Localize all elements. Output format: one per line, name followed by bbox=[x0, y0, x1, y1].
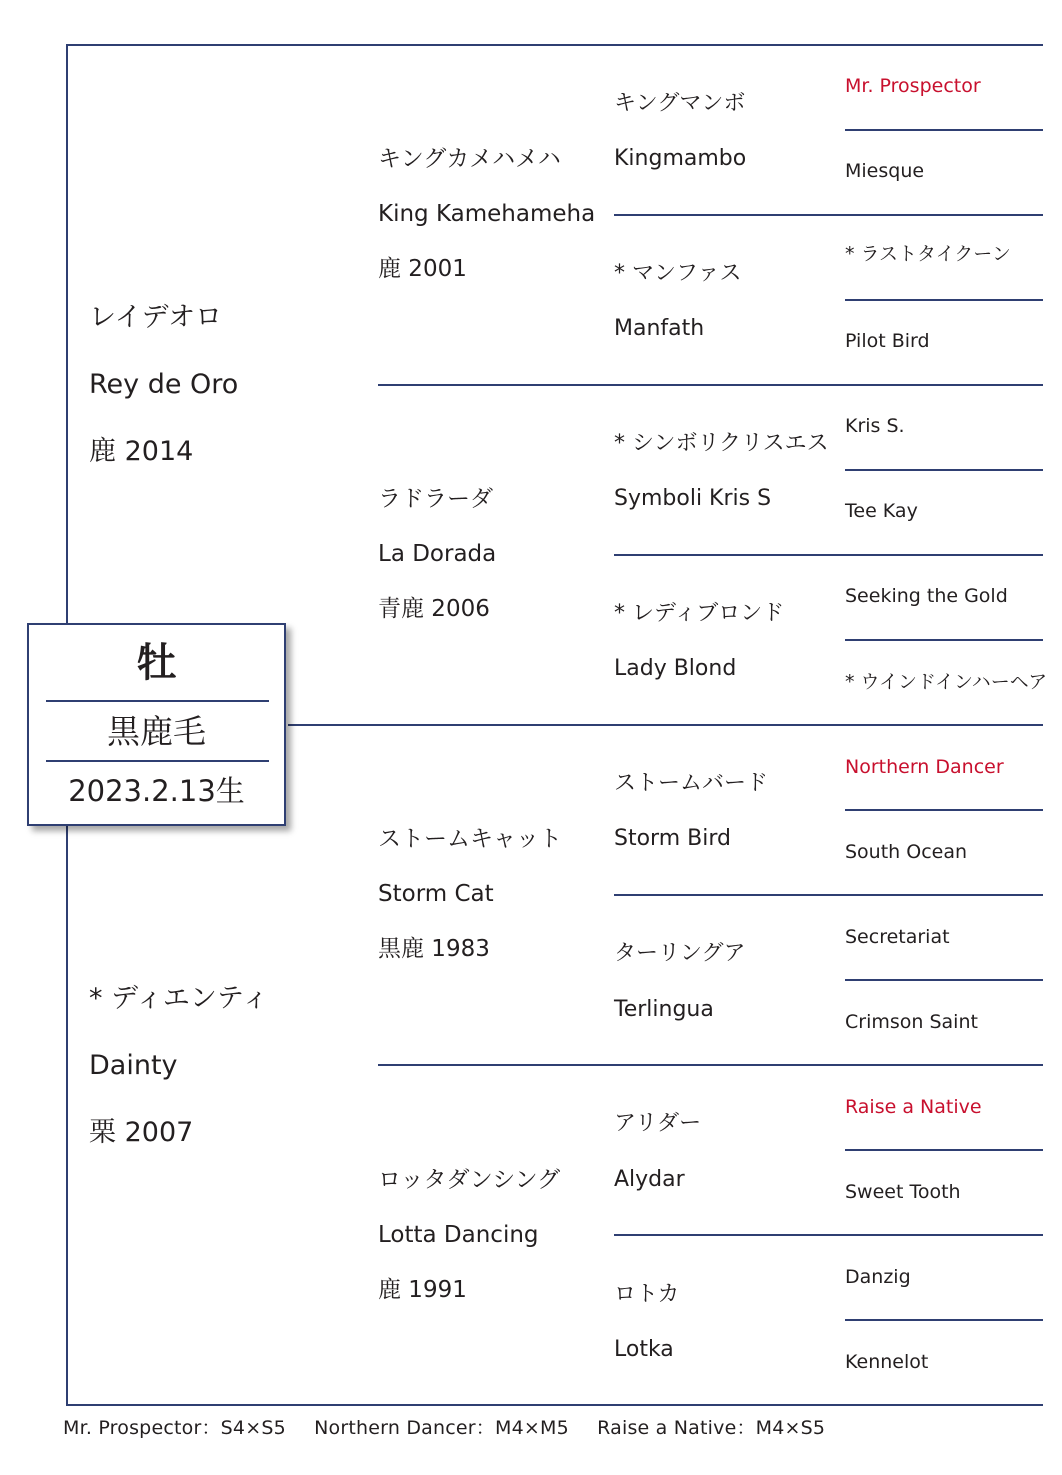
gen2-info: 黒鹿 1983 bbox=[378, 936, 490, 962]
sire-dam-divider bbox=[288, 724, 1043, 726]
gen3-name-jp: ストームバード bbox=[614, 771, 769, 796]
gen4-name: Miesque bbox=[845, 160, 925, 182]
gen2-name-jp: ロッタダンシング bbox=[378, 1167, 561, 1193]
gen4-name: * ラストタイクーン bbox=[845, 243, 1011, 265]
gen3-name-jp: * レディブロンド bbox=[614, 601, 785, 626]
box-divider bbox=[46, 700, 269, 702]
gen3-name-en: Symboli Kris S bbox=[614, 486, 772, 511]
gen2-name-jp: ストームキャット bbox=[378, 826, 562, 852]
gen3-name-jp: ロトカ bbox=[614, 1282, 680, 1307]
dam-info: 栗 2007 bbox=[89, 1117, 194, 1148]
dam-name-jp: * ディエンティ bbox=[89, 983, 269, 1014]
gen4-name-cross: Mr. Prospector bbox=[845, 75, 981, 97]
gen4-name: Secretariat bbox=[845, 926, 950, 948]
horse-info-box bbox=[27, 623, 286, 826]
gen4-name: * ウインドインハーヘア bbox=[845, 671, 1048, 693]
gen2-info: 鹿 2001 bbox=[378, 256, 467, 282]
gen4-name-cross: Northern Dancer bbox=[845, 756, 1004, 778]
gen3-divider bbox=[614, 214, 1043, 216]
gen4-divider bbox=[845, 1149, 1043, 1151]
gen4-name: Kris S. bbox=[845, 415, 905, 437]
gen4-divider bbox=[845, 809, 1043, 811]
gen3-name-en: Kingmambo bbox=[614, 146, 747, 171]
gen4-name: Crimson Saint bbox=[845, 1011, 978, 1033]
gen4-name: Sweet Tooth bbox=[845, 1181, 961, 1203]
sire-name-jp: レイデオロ bbox=[89, 302, 223, 333]
inbreeding-item: Northern Dancer：M4×M5 bbox=[314, 1417, 569, 1439]
gen3-name-en: Alydar bbox=[614, 1167, 685, 1192]
horse-color: 黒鹿毛 bbox=[107, 712, 206, 751]
gen2-divider bbox=[378, 384, 1043, 386]
gen3-divider bbox=[614, 554, 1043, 556]
gen4-divider bbox=[845, 129, 1043, 131]
gen3-name-en: Lady Blond bbox=[614, 656, 737, 681]
gen2-name-en: La Dorada bbox=[378, 541, 497, 567]
gen2-name-en: Lotta Dancing bbox=[378, 1222, 539, 1248]
horse-sex: 牡 bbox=[136, 640, 177, 686]
gen3-name-jp: アリダー bbox=[614, 1111, 702, 1136]
inbreeding-footer bbox=[63, 1419, 847, 1438]
gen2-divider bbox=[378, 1064, 1043, 1066]
gen3-name-jp: ターリングア bbox=[614, 941, 746, 966]
gen4-divider bbox=[845, 469, 1043, 471]
gen2-name-en: King Kamehameha bbox=[378, 201, 596, 227]
gen2-name-jp: ラドラーダ bbox=[378, 486, 493, 512]
gen3-name-en: Lotka bbox=[614, 1337, 674, 1362]
gen2-info: 鹿 1991 bbox=[378, 1277, 467, 1303]
inbreeding-item: Raise a Native：M4×S5 bbox=[597, 1417, 826, 1439]
gen3-divider bbox=[614, 894, 1043, 896]
gen3-name-jp: * シンボリクリスエス bbox=[614, 431, 829, 456]
gen3-divider bbox=[614, 1234, 1043, 1236]
sire-info: 鹿 2014 bbox=[89, 436, 194, 467]
gen3-name-en: Terlingua bbox=[614, 997, 714, 1022]
gen4-divider bbox=[845, 979, 1043, 981]
gen2-name-en: Storm Cat bbox=[378, 881, 494, 907]
gen4-name: South Ocean bbox=[845, 841, 968, 863]
gen3-name-jp: * マンファス bbox=[614, 261, 742, 286]
gen3-name-jp: キングマンボ bbox=[614, 91, 746, 116]
gen4-name-cross: Raise a Native bbox=[845, 1096, 982, 1118]
gen3-name-en: Manfath bbox=[614, 316, 705, 341]
gen2-name-jp: キングカメハメハ bbox=[378, 146, 561, 172]
gen4-name: Tee Kay bbox=[845, 500, 918, 522]
sire-name-en: Rey de Oro bbox=[89, 369, 239, 400]
inbreeding-item: Mr. Prospector：S4×S5 bbox=[63, 1417, 286, 1439]
gen4-divider bbox=[845, 1319, 1043, 1321]
gen4-name: Pilot Bird bbox=[845, 330, 930, 352]
gen2-info: 青鹿 2006 bbox=[378, 596, 490, 622]
gen4-divider bbox=[845, 299, 1043, 301]
gen4-name: Danzig bbox=[845, 1266, 911, 1288]
dam-name-en: Dainty bbox=[89, 1050, 178, 1081]
horse-birth: 2023.2.13生 bbox=[68, 774, 245, 808]
box-divider bbox=[46, 760, 269, 762]
gen3-name-en: Storm Bird bbox=[614, 826, 731, 851]
gen4-name: Seeking the Gold bbox=[845, 585, 1008, 607]
gen4-name: Kennelot bbox=[845, 1351, 929, 1373]
gen4-divider bbox=[845, 639, 1043, 641]
